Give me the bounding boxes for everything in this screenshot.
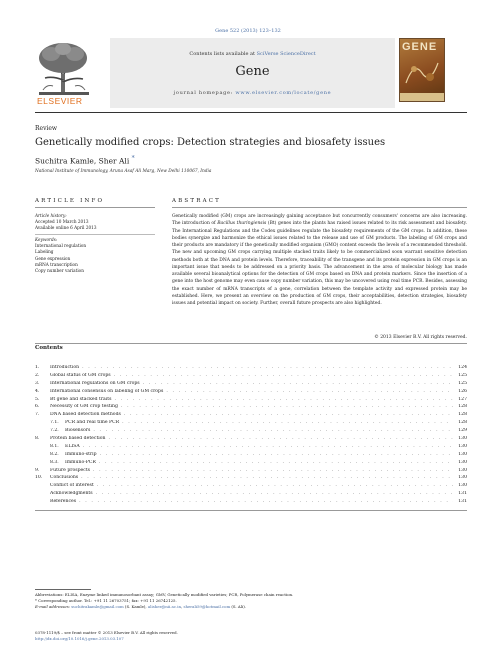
table-of-contents bbox=[35, 365, 467, 507]
contents-title: Contents bbox=[35, 345, 63, 351]
toc-title[interactable]: International consensus on labeling of GM crops bbox=[50, 388, 164, 394]
elsevier-tree-logo bbox=[35, 40, 93, 100]
toc-number: 8.2. bbox=[50, 451, 59, 457]
toc-number: 6. bbox=[35, 404, 40, 410]
footnote-rule bbox=[35, 589, 91, 590]
email-addresses bbox=[35, 604, 467, 610]
toc-page-number: 131 bbox=[458, 499, 467, 505]
email-prefix: E-mail addresses: bbox=[35, 604, 72, 610]
journal-cover-image bbox=[399, 38, 445, 102]
toc-page-number: 130 bbox=[458, 467, 467, 473]
toc-title[interactable]: Necessity of GM crop testing bbox=[50, 404, 118, 410]
toc-leader-dots bbox=[163, 389, 453, 394]
toc-leader-dots bbox=[93, 491, 453, 496]
toc-entry[interactable] bbox=[35, 373, 467, 381]
article-type: Review bbox=[35, 125, 58, 132]
abstract-species: Bacillus thuringiensis bbox=[217, 221, 267, 227]
abstract-part-2: (Bt) genes into the plants has raised issues related to its risk assessment and biosafety. The International Regulations and the Codex guidelines regulate the biosafety requirements of the GM crops. In addition, these bodies synergize and harmonize the ethical issues related to the release and use of GM products. The labeling of GM crops and their products are mandatory if the genetically modified organism (GMO) content exceeds the levels of a recommended threshold. The new and upcoming GM crops carrying multiple stacked traits likely to be commercialized soon warrant sensitive detection methods both at the DNA and protein levels. Therefore, traceability of the transgene and its protein expression in GM crops is an important issue that needs to be addressed on a priority basis. The advancement in the area of molecular biology has made available several bioanalytical options for the detection of GM crops based on DNA and protein markers. Since the insertion of a gene into the host genome may even cause copy number variation, this may be uncovered using real time PCR. Besides, assessing the exact number of mRNA transcripts of a gene, correlation between the template activity and expressed protein may be established. Here, we present an overview on the production of GM crops, their acceptabilities, detection strategies, biosafety issues and potential impact on society. Further, overall future prospects are also highlighted. bbox=[172, 221, 468, 306]
toc-entry[interactable] bbox=[35, 491, 467, 499]
author-list bbox=[35, 155, 135, 166]
journal-header bbox=[35, 38, 467, 110]
toc-entry[interactable] bbox=[35, 444, 467, 452]
toc-leader-dots bbox=[97, 452, 453, 457]
contents-top-rule bbox=[35, 343, 467, 344]
toc-page-number: 131 bbox=[458, 491, 467, 497]
affiliation: National Institute of Immunology, Aruna Asaf Ali Marg, New Delhi 110067, India bbox=[35, 169, 212, 174]
keyword: Labeling bbox=[35, 249, 54, 255]
toc-title[interactable]: Conflict of interest bbox=[50, 483, 94, 489]
toc-leader-dots bbox=[96, 460, 453, 465]
toc-leader-dots bbox=[119, 420, 453, 425]
toc-leader-dots bbox=[121, 412, 453, 417]
history-label: Article history: bbox=[35, 213, 67, 218]
toc-page-number: 127 bbox=[458, 396, 467, 402]
info-divider bbox=[35, 234, 155, 235]
doi-link[interactable]: http://dx.doi.org/10.1016/j.gene.2013.03.107 bbox=[35, 636, 124, 642]
abstract-heading: ABSTRACT bbox=[172, 198, 222, 204]
article-info-heading: ARTICLE INFO bbox=[35, 198, 105, 204]
article-info bbox=[35, 213, 155, 274]
contents-availability bbox=[110, 51, 395, 57]
toc-number: 10. bbox=[35, 475, 43, 481]
toc-page-number: 125 bbox=[458, 380, 467, 386]
cover-art-icon bbox=[404, 57, 440, 87]
toc-number: 8. bbox=[35, 436, 40, 442]
toc-entry[interactable] bbox=[35, 428, 467, 436]
toc-entry[interactable] bbox=[35, 452, 467, 460]
toc-entry[interactable] bbox=[35, 412, 467, 420]
copyright: © 2013 Elsevier B.V. All rights reserved. bbox=[374, 335, 467, 340]
toc-leader-dots bbox=[94, 483, 453, 488]
toc-entry[interactable] bbox=[35, 420, 467, 428]
abstract-part-1: Genetically modified (GM) crops are increasingly gaining acceptance but concurrently consumers' concerns are also increasing. The introduction of bbox=[172, 214, 467, 227]
publisher-name: ELSEVIER bbox=[37, 96, 83, 106]
toc-title[interactable]: Bt gene and stacked traits bbox=[50, 396, 112, 402]
toc-title[interactable]: DNA based detection methods bbox=[50, 412, 121, 418]
toc-leader-dots bbox=[111, 373, 453, 378]
contents-prefix: Contents lists available at bbox=[189, 51, 257, 57]
email-separator: , bbox=[181, 604, 184, 610]
toc-number: 7.1. bbox=[50, 420, 59, 426]
cover-title: GENE bbox=[402, 41, 438, 53]
toc-entry[interactable] bbox=[35, 397, 467, 405]
toc-leader-dots bbox=[106, 436, 454, 441]
toc-leader-dots bbox=[79, 365, 453, 370]
header-rule bbox=[35, 112, 467, 113]
toc-title[interactable]: Global status of GM crops bbox=[50, 372, 111, 378]
homepage-prefix: journal homepage: bbox=[173, 90, 236, 96]
toc-number: 4. bbox=[35, 388, 40, 394]
toc-page-number: 128 bbox=[458, 404, 467, 410]
keyword: International regulation bbox=[35, 243, 87, 249]
homepage-link[interactable]: www.elsevier.com/locate/gene bbox=[235, 90, 332, 96]
keywords-label: Keywords: bbox=[35, 237, 58, 243]
toc-number: 9. bbox=[35, 467, 40, 473]
toc-entry[interactable] bbox=[35, 483, 467, 491]
history-accepted: Accepted 10 March 2013 bbox=[35, 219, 89, 225]
keyword: Gene expression bbox=[35, 255, 71, 261]
toc-entry[interactable] bbox=[35, 499, 467, 507]
journal-homepage bbox=[110, 90, 395, 96]
corresponding-author-mark[interactable]: * bbox=[131, 155, 135, 162]
journal-citation[interactable]: Gene 522 (2013) 123–132 bbox=[215, 28, 281, 34]
issn-line: 0378-1119/$ – see front matter © 2013 Elsevier B.V. All rights reserved. bbox=[35, 630, 178, 635]
toc-number: 2. bbox=[35, 372, 40, 378]
toc-number: 3. bbox=[35, 380, 40, 386]
email-link-2[interactable]: alisher@nii.ac.in bbox=[147, 604, 181, 610]
toc-title[interactable]: Protein based detection bbox=[50, 436, 106, 442]
toc-number: 5. bbox=[35, 396, 40, 402]
toc-title[interactable]: Immuno-PCR bbox=[65, 459, 96, 465]
authors: Suchitra Kamle, Sher Ali bbox=[35, 156, 130, 166]
toc-title[interactable]: International regulations on GM crops bbox=[50, 380, 140, 386]
toc-page-number: 126 bbox=[458, 388, 467, 394]
toc-leader-dots bbox=[76, 499, 453, 504]
toc-entry[interactable] bbox=[35, 381, 467, 389]
corresponding-author: * Corresponding author. Tel.: +91 11 26703751; fax: +91 11 26742125. bbox=[35, 598, 177, 604]
toc-title[interactable]: ELISA bbox=[65, 443, 80, 449]
toc-number: 8.3. bbox=[50, 459, 59, 465]
journal-banner bbox=[110, 38, 395, 108]
toc-title[interactable]: Biosensors bbox=[65, 428, 91, 434]
toc-entry[interactable] bbox=[35, 404, 467, 412]
toc-number: 8.1. bbox=[50, 443, 59, 449]
front-matter bbox=[35, 630, 467, 642]
abstract-rule bbox=[172, 207, 467, 208]
toc-number: 7. bbox=[35, 412, 40, 418]
toc-page-number: 124 bbox=[458, 365, 467, 370]
email-link-3[interactable]: sherali59@hotmail.com bbox=[183, 604, 231, 610]
history-online: Available online 6 April 2013 bbox=[35, 225, 97, 231]
toc-page-number: 130 bbox=[458, 483, 467, 489]
toc-page-number: 130 bbox=[458, 451, 467, 457]
toc-leader-dots bbox=[111, 397, 453, 402]
toc-entry[interactable] bbox=[35, 365, 467, 373]
toc-leader-dots bbox=[90, 428, 453, 433]
toc-leader-dots bbox=[118, 404, 453, 409]
toc-entry[interactable] bbox=[35, 460, 467, 468]
toc-title[interactable]: References bbox=[50, 499, 77, 505]
toc-title[interactable]: PCR and real time PCR bbox=[65, 420, 120, 426]
toc-page-number: 130 bbox=[458, 436, 467, 442]
toc-entry[interactable] bbox=[35, 475, 467, 483]
toc-entry[interactable] bbox=[35, 436, 467, 444]
toc-title[interactable]: Immuno-strip bbox=[65, 451, 97, 457]
toc-page-number: 128 bbox=[458, 412, 467, 418]
toc-title[interactable]: Introduction bbox=[50, 365, 80, 370]
toc-page-number: 130 bbox=[458, 443, 467, 449]
toc-title[interactable]: Conclusions bbox=[50, 475, 79, 481]
footnotes bbox=[35, 592, 467, 611]
toc-entry[interactable] bbox=[35, 468, 467, 476]
keyword: Copy number variation bbox=[35, 267, 84, 273]
toc-number: 1. bbox=[35, 365, 40, 370]
toc-page-number: 125 bbox=[458, 372, 467, 378]
email-name-1: (S. Kamle), bbox=[123, 604, 148, 610]
email-link-1[interactable]: suchitrakamle@gmail.com bbox=[71, 604, 124, 610]
toc-leader-dots bbox=[80, 444, 453, 449]
keyword: mRNA transcription bbox=[35, 261, 78, 267]
toc-page-number: 129 bbox=[458, 428, 467, 434]
toc-leader-dots bbox=[78, 475, 453, 480]
email-name-3: (S. Ali). bbox=[230, 604, 246, 610]
article-title: Genetically modified crops: Detection strategies and biosafety issues bbox=[35, 137, 386, 148]
abbreviations: Abbreviations: ELISA, Enzyme linked immunosorbant assay; GMV, Genetically modified varieties; PCR, Polymerase chain reaction. bbox=[35, 592, 294, 597]
toc-entry[interactable] bbox=[35, 389, 467, 397]
abstract-body bbox=[172, 213, 467, 307]
journal-name: Gene bbox=[235, 64, 270, 79]
contents-bottom-rule bbox=[35, 510, 467, 511]
toc-leader-dots bbox=[90, 468, 453, 473]
sciencedirect-link[interactable]: SciVerse ScienceDirect bbox=[256, 51, 316, 57]
cover-strip bbox=[400, 93, 444, 101]
toc-page-number: 128 bbox=[458, 420, 467, 426]
toc-number: 7.2. bbox=[50, 428, 59, 434]
toc-page-number: 130 bbox=[458, 475, 467, 481]
toc-title[interactable]: Future prospects bbox=[50, 467, 91, 473]
toc-page-number: 130 bbox=[458, 459, 467, 465]
info-rule bbox=[35, 207, 155, 208]
toc-leader-dots bbox=[140, 381, 453, 386]
toc-title[interactable]: Acknowledgments bbox=[50, 491, 93, 497]
